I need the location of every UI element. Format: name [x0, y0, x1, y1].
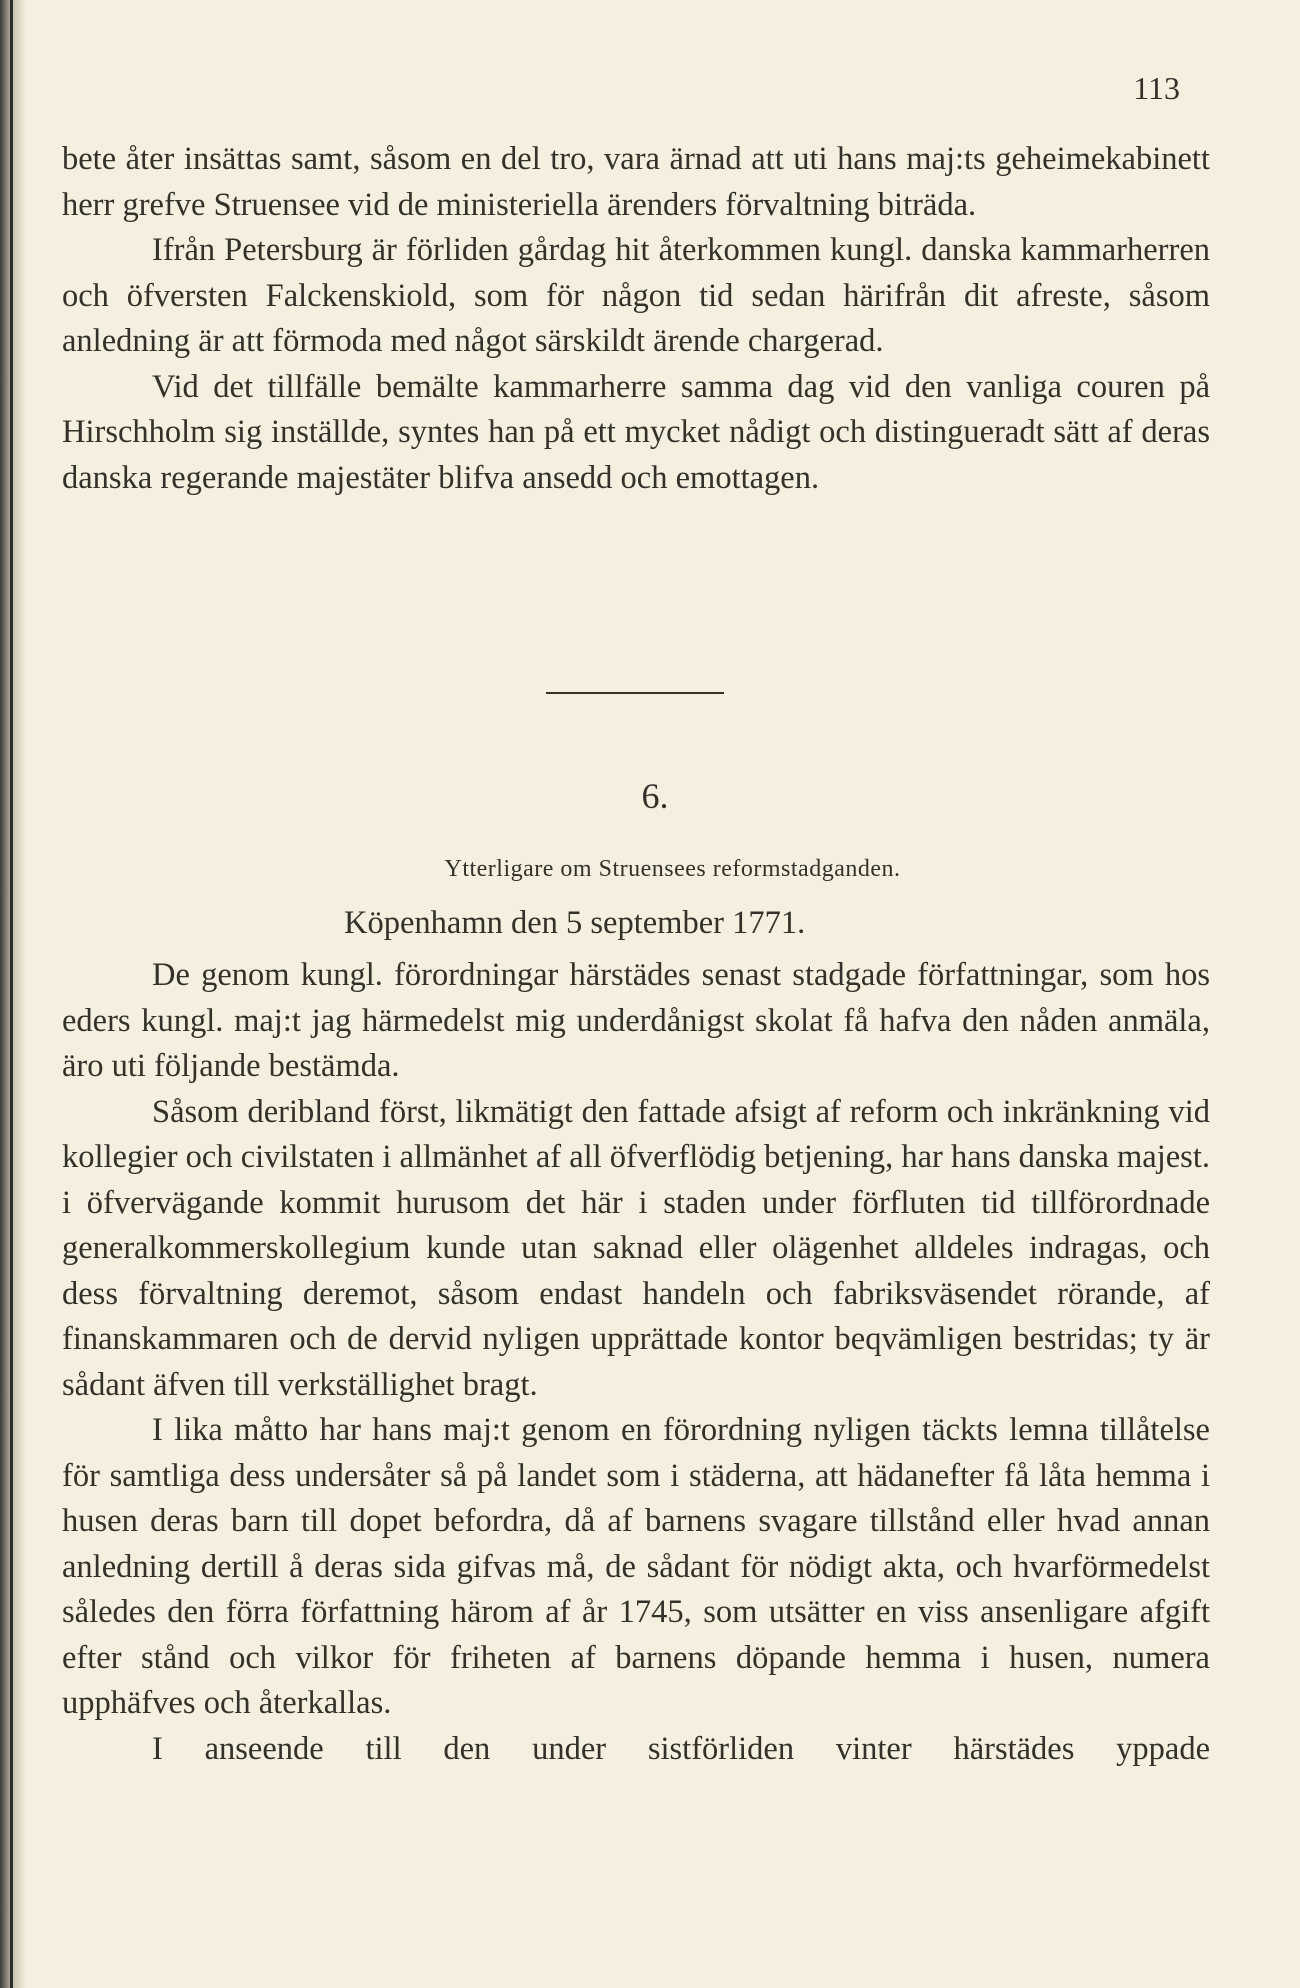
section-divider — [546, 692, 724, 694]
paragraph: bete åter insättas samt, såsom en del tro, vara ärnad att uti hans maj:ts geheimekabinett herr grefve Struensee vid de ministeriella ärenders förvaltning biträda. — [62, 141, 1210, 223]
paragraph: Såsom deribland först, likmätigt den fattade afsigt af reform och inkränkning vid kollegier och civilstaten i allmänhet af all öfverflödig betjening, har hans danska majest. i öfvervägande kommit hurusom det här i staden under förfluten tid tillförordnade generalkommerskollegium kunde utan saknad eller olägenhet alldeles indragas, och dess förvaltning deremot, såsom endast handeln och fabriksväsendet rörande, af finanskammaren och de dervid nyligen upprättade kontor beqvämligen bestridas; ty är sådant äfven till verkställighet bragt. — [62, 1093, 1210, 1403]
binding-edge — [10, 0, 13, 1988]
top-text-block — [62, 137, 1210, 501]
paragraph: I anseende till den under sistförliden vinter härstädes yppade — [152, 1730, 1210, 1767]
dateline: Köpenhamn den 5 september 1771. — [344, 905, 806, 941]
section-heading: Ytterligare om Struensees reformstadganden. — [444, 856, 901, 882]
binding-shadow — [0, 0, 26, 1988]
paragraph: I lika måtto har hans maj:t genom en förordning nyligen täckts lemna tillåtelse för samtliga dess undersåter så på landet som i städerna, att hädanefter få låta hemma i husen deras barn till dopet befordra, då af barnens svagare tillstånd eller hvad annan anledning dertill å deras sida gifvas må, de sådant för nödigt akta, och hvarförmedelst således den förra författning härom af år 1745, som utsätter en viss ansenligare afgift efter stånd och vilkor för friheten af barnens döpande hemma i husen, numera upphäfves och återkallas. — [62, 1412, 1210, 1721]
page-number: 113 — [1133, 70, 1180, 106]
body-text-block — [62, 953, 1210, 1772]
paragraph: Ifrån Petersburg är förliden gårdag hit återkommen kungl. danska kammarherren och öfversten Falckenskiold, som för någon tid sedan härifrån dit afreste, såsom anledning är att förmoda med något särskildt ärende chargerad. — [62, 232, 1210, 359]
section-number: 6. — [641, 776, 669, 816]
paragraph: De genom kungl. förordningar härstädes senast stadgade författningar, som hos eders kungl. maj:t jag härmedelst mig underdånigst skolat få hafva den nåden anmäla, äro uti följande bestämda. — [62, 957, 1210, 1084]
paragraph: Vid det tillfälle bemälte kammarherre samma dag vid den vanliga couren på Hirschholm sig inställde, syntes han på ett mycket nådigt och distingueradt sätt af deras danska regerande majestäter blifva ansedd och emottagen. — [62, 368, 1210, 496]
